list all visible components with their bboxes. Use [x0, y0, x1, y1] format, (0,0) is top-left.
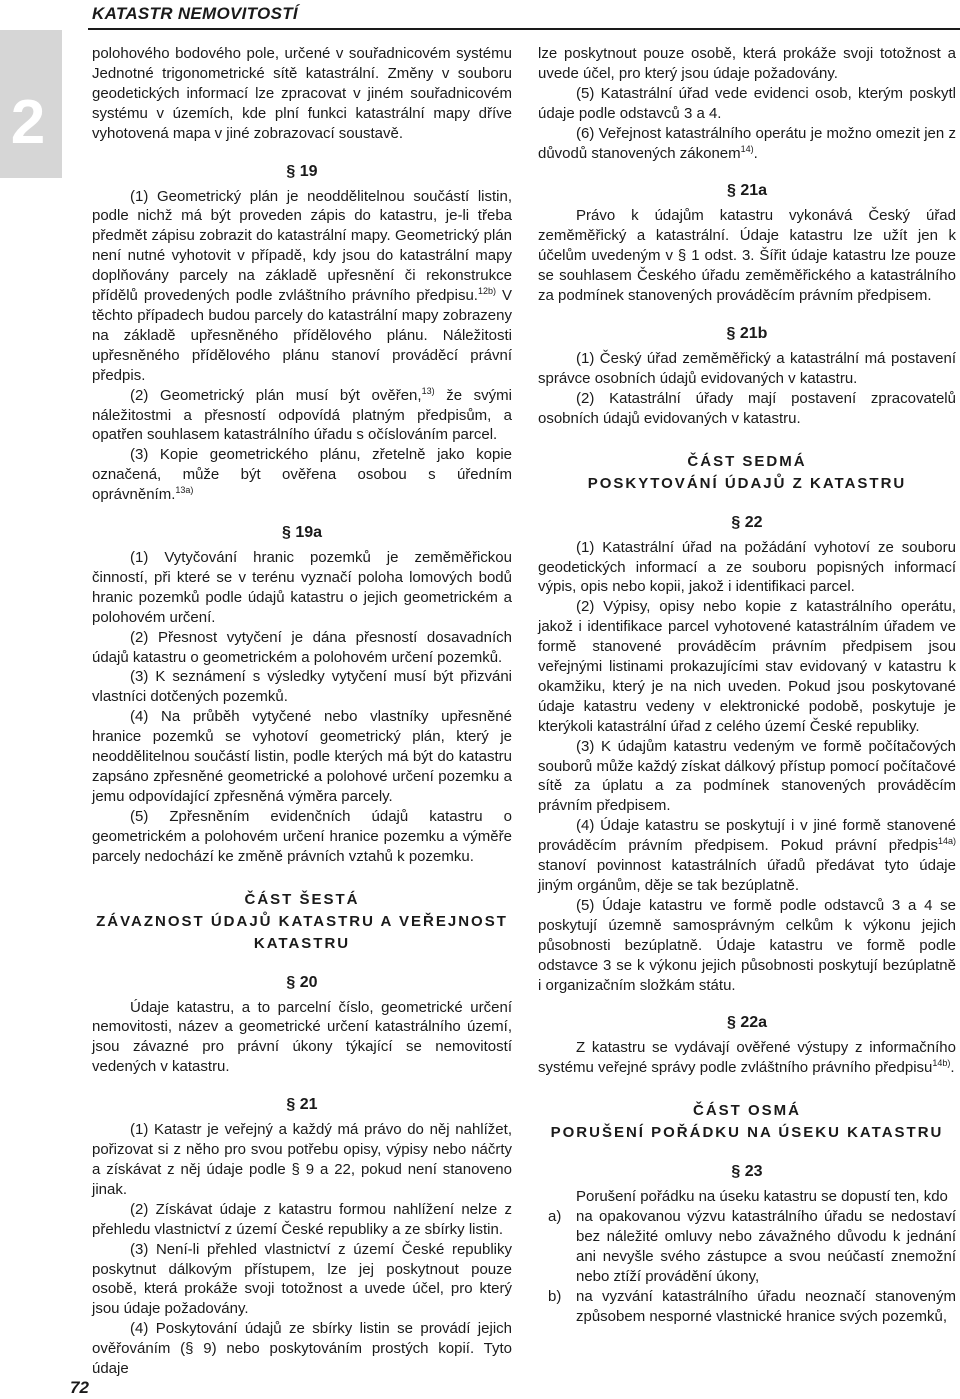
- header-rule: [88, 28, 960, 30]
- list-item-label: b): [548, 1287, 562, 1305]
- footnote-ref: 13): [421, 385, 435, 396]
- paragraph: (1) Český úřad zeměměřický a katastrální má postavení správce osobních údajů evidovaných v katastru.: [538, 349, 956, 387]
- paragraph: (1) Vytyčování hranic pozemků je zeměměřickou činností, při které se v terénu vyznačí poloha lomových bodů hranic pozemků podle údajů katastru o jejich geometrickém a polohovém určení.: [92, 549, 512, 626]
- paragraph: (1) Katastrální úřad na požádání vyhotoví ze souboru geodetických informací a ze souboru popisných informací výpis, opis nebo kopii, jakož i identifikaci parcel.: [538, 538, 956, 596]
- paragraph: (3) Není-li přehled vlastnictví z území České republiky poskytnut dálkovým přístupem, lze jej poskytnout pouze osobě, která prokáže svoji totožnost a uvede účel, pro který jsou údaje požadovány.: [92, 1240, 512, 1318]
- list-item-label: a): [548, 1208, 562, 1226]
- paragraph: Právo k údajům katastru vykonává Český úřad zeměměřický a katastrální. Údaje katastru lze užít jen k účelům uvedeným v § 1 odst. 3. Šířit údaje katastru lze pouze se souhlasem Českého úřadu zeměměřického a katastrálního za podmínek stanovených prováděcím právním předpisem.: [538, 207, 956, 305]
- page-number: 72: [70, 1378, 89, 1397]
- list-item-text: na opakovanou výzvu katastrálního úřadu se nedostaví bez náležité omluvy nebo závažného důvodu k jednání ani nevyšle svého zástupce a svou neúčastí znemožní nebo ztíží provádění úkony,: [576, 1208, 956, 1285]
- section-heading: § 21a: [726, 182, 768, 200]
- paragraph: Údaje katastru, a to parcelní číslo, geometrické určení nemovitosti, název a geometrické určení katastrálního území, jsou závazné pro právní úkony týkající se nemovitostí vedených v katastru.: [92, 998, 512, 1076]
- chapter-number: 2: [10, 88, 46, 157]
- part-subtitle: POSKYTOVÁNÍ ÚDAJŮ Z KATASTRU: [587, 474, 907, 492]
- section-heading: § 20: [286, 973, 318, 991]
- part-title: ČÁST OSMÁ: [693, 1102, 801, 1120]
- section-heading: § 22: [731, 513, 763, 531]
- paragraph: (4) Údaje katastru se poskytují i v jiné formě stanovené prováděcím právním předpisem. Pokud právní předpis$^{14a)}$ stanoví povinnost katastrálních úřadů předávat tyto údaje jiným orgánům, děje se tak bezúplatně.: [538, 817, 956, 894]
- paragraph: (6) Veřejnost katastrálního operátu je možno omezit jen z důvodů stanovených zákonem$^{14)}$.: [538, 124, 956, 162]
- right-column: [538, 44, 956, 1327]
- paragraph: (2) Katastrální úřady mají postavení zpracovatelů osobních údajů evidovaných v katastru.: [538, 389, 956, 427]
- paragraph: (2) Geometrický plán musí být ověřen,$^{13)}$ že svými náležitostmi a přesností odpovídá platným předpisům, a opatřen souhlasem katastrálního úřadu s očíslováním parcel.: [92, 385, 512, 444]
- paragraph: (2) Výpisy, opisy nebo kopie z katastrálního operátu, jakož i identifikace parcel vyhotovené katastrálním úřadem ve formě stanovené prováděcím právním předpisem jsou veřejnými listinami prokazujícími stav evidovaný v katastru k okamžiku, který je na nich uveden. Pokud jsou poskytované údaje katastru vedeny v elektronické podobě, poskytuje je kterýkoli katastrální úřad z celého území České republiky.: [538, 598, 956, 735]
- footnote-ref: 13a): [175, 485, 194, 496]
- paragraph: (4) Poskytování údajů ze sbírky listin se provádí jejich ověřováním (§ 9) nebo poskytováním prostých kopií. Tyto údaje: [92, 1320, 512, 1378]
- part-title: ČÁST ŠESTÁ: [244, 890, 360, 908]
- paragraph: (5) Zpřesněním evidenčních údajů katastru o geometrickém a polohovém určení hranice pozemku a výměře parcely nedochází ke změně právních vztahů k pozemku.: [92, 807, 512, 865]
- footnote-ref: 12b): [477, 286, 496, 297]
- list-item: [538, 1287, 956, 1327]
- footnote-ref: 14): [740, 143, 754, 154]
- footnote-ref: 14b): [932, 1058, 951, 1069]
- intro-paragraph: polohového bodového pole, určené v souřadnicovém systému Jednotné trigonometrické sítě katastrální. Změny v souboru geodetických informací lze zpracovat v jiném souřadnicovém systému v územích, kde plní funkci katastrální mapy dříve vyhotovená mapa v jiné zobrazovací soustavě.: [92, 45, 512, 142]
- section-heading: § 21b: [726, 324, 768, 342]
- paragraph: (4) Na průběh vytyčené nebo vlastníky upřesněné hranice pozemků se vyhotoví geometrický plán, který je neoddělitelnou součástí listin, podle kterých má být do katastru zapsáno zpřesněné geometrické a polohové určení pozemku a jemu odpovídající zpřesněná výměra parcely.: [92, 708, 512, 805]
- section-heading: § 23: [731, 1163, 763, 1181]
- paragraph: (2) Získávat údaje z katastru formou nahlížení nelze z přehledu vlastnictví z území České republiky a ze sbírky listin.: [92, 1200, 512, 1238]
- header-title: KATASTR NEMOVITOSTÍ: [92, 4, 298, 23]
- section-heading: § 22a: [726, 1014, 768, 1032]
- left-column: [92, 44, 512, 1379]
- list-item-text: na vyzvání katastrálního úřadu neoznačí stanoveným způsobem nesporné vlastnické hranice svých pozemků,: [576, 1287, 956, 1325]
- paragraph: Porušení pořádku na úseku katastru se dopustí ten, kdo: [576, 1188, 948, 1206]
- paragraph: (3) Kopie geometrického plánu, zřetelně jako kopie označená, může být ověřena osobou s úředním oprávněním.$^{13a)}$: [92, 446, 512, 504]
- paragraph: (5) Katastrální úřad vede evidenci osob, kterým poskytl údaje podle odstavců 3 a 4.: [538, 84, 956, 122]
- part-title: ČÁST SEDMÁ: [687, 452, 807, 470]
- paragraph: (3) K seznámení s výsledky vytyčení musí být přizváni vlastníci dotčených pozemků.: [92, 668, 512, 706]
- list-item: [538, 1207, 956, 1287]
- part-subtitle: ZÁVAZNOST ÚDAJŮ KATASTRU A VEŘEJNOST KATASTRU: [96, 912, 508, 952]
- section-heading: § 21: [286, 1096, 318, 1114]
- enumerated-list: [538, 1207, 956, 1326]
- paragraph: (2) Přesnost vytyčení je dána přesností dosavadních údajů katastru o geometrickém a polohovém určení pozemků.: [92, 628, 512, 666]
- paragraph: (1) Geometrický plán je neoddělitelnou součástí listin, podle nichž má být proveden zápis do katastru, je-li třeba předmět zápisu zobrazit do katastrální mapy. Geometrický plán není nutné vyhotovit v případě, kdy jsou do katastrální mapy doplňovány parcely na základě upřesnění či rekonstrukce přídělů provedených podle zvláštního právního předpisu.$^{12b)}$ V těchto případech budou parcely do katastrální mapy zobrazeny na základě upřesněného přídělového plánu. Náležitosti upřesněného přídělového plánu stanoví prováděcí právní předpis.: [92, 187, 512, 384]
- footnote-ref: 14a): [937, 836, 956, 847]
- paragraph: (1) Katastr je veřejný a každý má právo do něj nahlížet, pořizovat si z něho pro svou potřebu opisy, výpisy nebo náčrty a získávat z něj údaje podle § 9 a 22, pokud není stanoveno jinak.: [92, 1121, 512, 1198]
- continued-paragraph: lze poskytnout pouze osobě, která prokáže svoji totožnost a uvede účel, pro který jsou údaje požadovány.: [538, 45, 956, 82]
- paragraph: (3) K údajům katastru vedeným ve formě počítačových souborů může každý získat dálkový přístup pomocí počítačové sítě za úplatu a za podmínek stanovených prováděcím právním předpisem.: [538, 737, 956, 815]
- paragraph: Z katastru se vydávají ověřené výstupy z informačního systému veřejné správy podle zvláštního právního předpisu$^{14b)}$.: [538, 1039, 956, 1077]
- section-heading: § 19a: [281, 524, 323, 542]
- paragraph: (5) Údaje katastru ve formě podle odstavců 3 a 4 se poskytují územně samosprávným celkům k výkonu jejich působnosti bezúplatně. Údaje katastru ve formě podle odstavce 3 se k výkonu jejich působnosti poskytují bezúplatně i organizačním složkám státu.: [538, 896, 956, 994]
- part-subtitle: PORUŠENÍ POŘÁDKU NA ÚSEKU KATASTRU: [550, 1124, 944, 1142]
- section-heading: § 19: [286, 162, 318, 180]
